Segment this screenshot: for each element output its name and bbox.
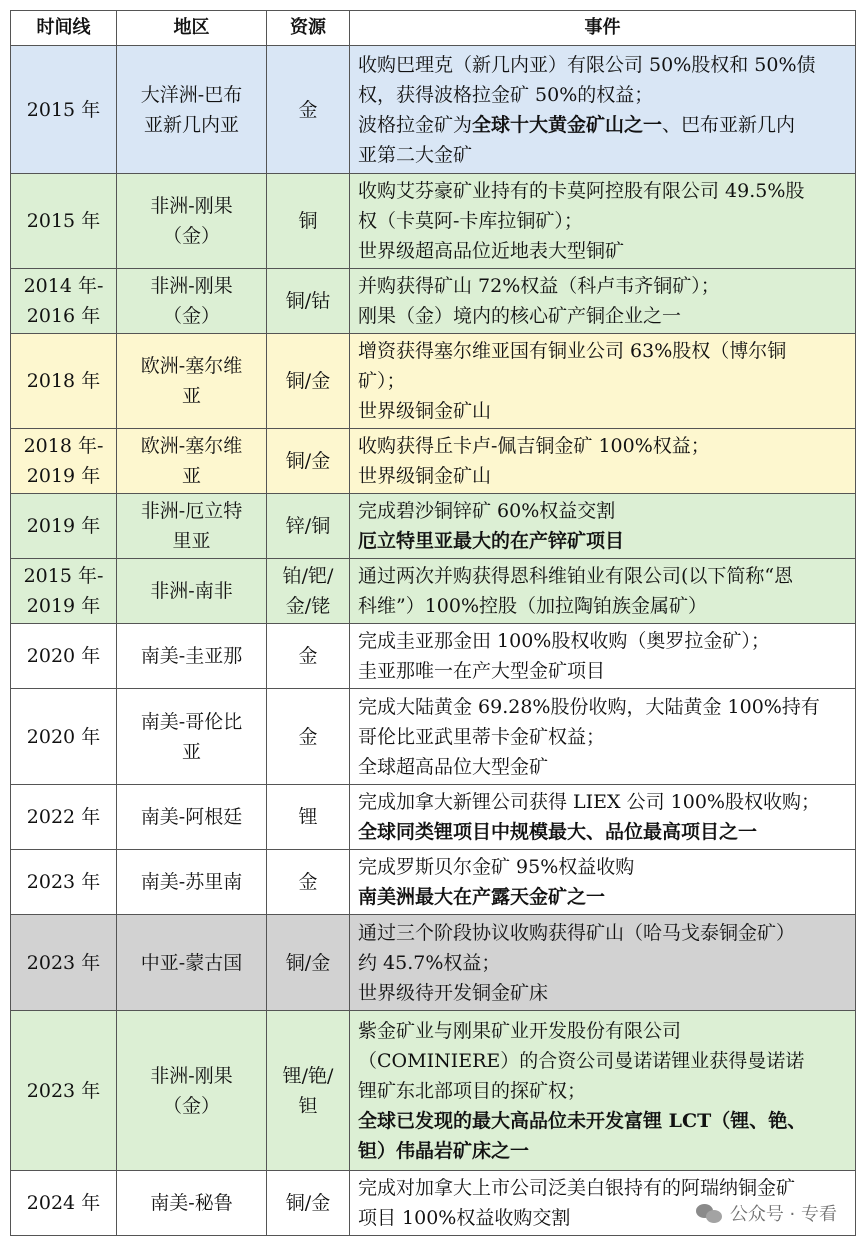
cell-resource-line: 锂/铯/ (282, 1064, 334, 1087)
cell-time (11, 174, 117, 269)
event-text: 全球超高品位大型金矿 (358, 755, 549, 778)
event-text: 世界级超高品位近地表大型铜矿 (358, 240, 625, 262)
event-line (358, 50, 847, 80)
cell-resource (267, 559, 350, 624)
cell-event (350, 269, 856, 334)
cell-event (350, 46, 856, 174)
cell-resource-line: 铜/钴 (285, 290, 331, 312)
event-highlight: 厄立特里亚最大的在产锌矿项目 (358, 530, 625, 552)
event-line (358, 336, 847, 366)
event-text: 亚第二大金矿 (358, 143, 473, 166)
event-text: 完成圭亚那金田 100%股权收购（奥罗拉金矿）； (358, 630, 770, 652)
cell-time (11, 1171, 117, 1236)
cell-region (117, 429, 267, 494)
cell-event (350, 785, 856, 850)
cell-region (117, 559, 267, 624)
cell-resource (267, 785, 350, 850)
table-row (11, 785, 856, 850)
cell-resource (267, 46, 350, 174)
cell-region-line: 亚新几内亚 (143, 113, 239, 136)
cell-resource (267, 624, 350, 689)
watermark (696, 1200, 837, 1226)
cell-time-line: 2018 年- (23, 435, 104, 457)
table-row (11, 46, 856, 174)
cell-time (11, 269, 117, 334)
cell-region-line: 大洋洲-巴布 (140, 83, 243, 106)
event-line (358, 236, 847, 266)
cell-region (117, 494, 267, 559)
event-line (358, 206, 847, 236)
cell-resource (267, 174, 350, 269)
cell-resource (267, 429, 350, 494)
event-text: 完成对加拿大上市公司泛美白银持有的阿瑞纳铜金矿 (358, 1177, 796, 1199)
event-highlight: 全球十大黄金矿山之一 (472, 113, 663, 136)
cell-region (117, 624, 267, 689)
cell-time (11, 429, 117, 494)
event-text: 增资获得塞尔维亚国有铜业公司 63%股权（博尔铜 (358, 340, 787, 362)
cell-region-line: 欧洲-塞尔维 (140, 435, 243, 457)
cell-time-line: 2022 年 (26, 806, 101, 828)
event-text: 约 45.7%权益； (358, 951, 501, 974)
cell-resource-line: 金 (298, 98, 318, 121)
table-row (11, 269, 856, 334)
cell-event (350, 559, 856, 624)
table-row (11, 624, 856, 689)
cell-resource-line: 铜/金 (285, 1192, 331, 1214)
cell-resource (267, 1171, 350, 1236)
cell-resource-line: 金 (298, 871, 318, 893)
cell-resource-line: 铜 (298, 210, 318, 232)
cell-region (117, 785, 267, 850)
event-text: 收购艾芬豪矿业持有的卡莫阿控股有限公司 49.5%股 (358, 180, 805, 202)
header-resource: 资源 (267, 11, 350, 46)
event-line (358, 366, 847, 396)
event-text: 收购获得丘卡卢-佩吉铜金矿 100%权益； (358, 435, 710, 457)
event-text: 世界级铜金矿山 (358, 400, 492, 422)
cell-event (350, 689, 856, 785)
cell-region (117, 1011, 267, 1171)
event-text: 通过两次并购获得恩科维铂业有限公司(以下简称“恩 (358, 565, 794, 587)
cell-event (350, 494, 856, 559)
event-text: 项目 100%权益收购交割 (358, 1207, 571, 1229)
cell-time-line: 2019 年 (26, 515, 101, 537)
cell-time (11, 915, 117, 1011)
cell-region (117, 334, 267, 429)
event-line (358, 591, 847, 621)
cell-time-line: 2024 年 (26, 1192, 101, 1214)
event-line (358, 692, 847, 722)
table-row (11, 1011, 856, 1171)
event-text: 科维”）100%控股（加拉陶铂族金属矿） (358, 595, 708, 617)
cell-resource (267, 269, 350, 334)
cell-event (350, 174, 856, 269)
cell-region-line: （金） (162, 225, 220, 247)
event-line (358, 496, 847, 526)
table-row (11, 174, 856, 269)
cell-region-line: 非洲-刚果 (150, 1064, 233, 1087)
event-line (358, 1136, 847, 1166)
wechat-icon (696, 1202, 724, 1224)
cell-time (11, 785, 117, 850)
cell-region-line: 亚 (181, 385, 201, 407)
event-highlight: 钽）伟晶岩矿床之一 (358, 1139, 530, 1162)
event-text: 通过三个阶段协议收购获得矿山（哈马戈泰铜金矿） (358, 921, 796, 944)
event-text: 圭亚那唯一在产大型金矿项目 (358, 660, 606, 682)
watermark-text: 公众号 · 专看 (729, 1204, 837, 1225)
cell-region (117, 689, 267, 785)
cell-resource (267, 334, 350, 429)
event-line (358, 110, 847, 140)
cell-time-line: 2014 年- (23, 275, 104, 297)
cell-resource-line: 锂 (298, 806, 318, 828)
cell-resource (267, 1011, 350, 1171)
cell-time (11, 494, 117, 559)
cell-region-line: （金） (162, 1094, 220, 1117)
cell-time-line: 2015 年 (26, 98, 101, 121)
event-line (358, 626, 847, 656)
event-line (358, 1076, 847, 1106)
cell-resource-line: 金/铑 (285, 595, 331, 617)
event-text: 刚果（金）境内的核心矿产铜企业之一 (358, 305, 682, 327)
cell-time-line: 2023 年 (26, 871, 101, 893)
acquisition-table (10, 10, 856, 1236)
cell-time (11, 624, 117, 689)
event-text: 、巴布亚新几内 (662, 113, 796, 136)
cell-region (117, 1171, 267, 1236)
table-row (11, 915, 856, 1011)
cell-event (350, 429, 856, 494)
event-line (358, 752, 847, 782)
event-text: 收购巴理克（新几内亚）有限公司 50%股权和 50%债 (358, 53, 816, 76)
table-body (11, 46, 856, 1236)
cell-event (350, 624, 856, 689)
event-text: 波格拉金矿为 (358, 113, 473, 136)
cell-region-line: 非洲-厄立特 (140, 500, 243, 522)
cell-time (11, 334, 117, 429)
event-line (358, 882, 847, 912)
event-line (358, 176, 847, 206)
cell-region-line: 中亚-蒙古国 (140, 951, 243, 974)
event-line (358, 1046, 847, 1076)
table-row (11, 429, 856, 494)
event-line (358, 461, 847, 491)
cell-time-line: 2018 年 (26, 370, 101, 392)
event-line (358, 140, 847, 170)
cell-region-line: 非洲-刚果 (150, 195, 233, 217)
event-text: 完成罗斯贝尔金矿 95%权益收购 (358, 856, 635, 878)
event-line (358, 431, 847, 461)
event-text: 世界级待开发铜金矿床 (358, 981, 549, 1004)
event-line (358, 1016, 847, 1046)
cell-time (11, 559, 117, 624)
event-highlight: 全球已发现的最大高品位未开发富锂 LCT（锂、铯、 (358, 1109, 807, 1132)
event-line (358, 787, 847, 817)
event-text: 完成碧沙铜锌矿 60%权益交割 (358, 500, 616, 522)
cell-event (350, 850, 856, 915)
cell-resource (267, 850, 350, 915)
cell-resource-line: 铂/钯/ (282, 565, 334, 587)
event-line (358, 978, 847, 1008)
cell-region-line: 欧洲-塞尔维 (140, 355, 243, 377)
table-row (11, 494, 856, 559)
cell-resource-line: 钽 (298, 1094, 318, 1117)
event-text: 世界级铜金矿山 (358, 465, 492, 487)
cell-region-line: 南美-阿根廷 (140, 806, 243, 828)
cell-time (11, 689, 117, 785)
cell-time-line: 2020 年 (26, 725, 101, 748)
event-line (358, 722, 847, 752)
event-line (358, 271, 847, 301)
cell-time-line: 2020 年 (26, 645, 101, 667)
cell-time (11, 1011, 117, 1171)
cell-region-line: 非洲-南非 (150, 580, 233, 602)
cell-region-line: 亚 (181, 465, 201, 487)
header-row (11, 11, 856, 46)
cell-region (117, 174, 267, 269)
cell-time-line: 2023 年 (26, 951, 101, 974)
cell-region (117, 46, 267, 174)
cell-time-line: 2015 年 (26, 210, 101, 232)
cell-resource-line: 铜/金 (285, 370, 331, 392)
cell-resource-line: 金 (298, 725, 318, 748)
table-row (11, 850, 856, 915)
event-line (358, 948, 847, 978)
header-time: 时间线 (11, 11, 117, 46)
cell-resource-line: 金 (298, 645, 318, 667)
cell-time-line: 2015 年- (23, 565, 104, 587)
event-line (358, 526, 847, 556)
event-line (358, 817, 847, 847)
cell-time-line: 2019 年 (26, 595, 101, 617)
event-text: （COMINIERE）的合资公司曼诺诺锂业获得曼诺诺 (358, 1049, 805, 1072)
event-line (358, 918, 847, 948)
cell-resource (267, 689, 350, 785)
event-line (358, 656, 847, 686)
cell-region-line: 南美-圭亚那 (140, 645, 243, 667)
event-highlight: 全球同类锂项目中规模最大、品位最高项目之一 (358, 821, 758, 843)
cell-event (350, 915, 856, 1011)
header-event: 事件 (350, 11, 856, 46)
cell-time-line: 2023 年 (26, 1079, 101, 1102)
cell-event (350, 334, 856, 429)
event-text: 完成加拿大新锂公司获得 LIEX 公司 100%股权收购； (358, 791, 820, 813)
cell-region-line: 里亚 (172, 530, 211, 552)
event-text: 权，获得波格拉金矿 50%的权益； (358, 83, 654, 106)
cell-resource-line: 铜/金 (285, 450, 331, 472)
cell-time (11, 46, 117, 174)
event-line (358, 561, 847, 591)
cell-resource-line: 铜/金 (285, 951, 331, 974)
cell-region (117, 850, 267, 915)
cell-region-line: 亚 (181, 740, 201, 763)
event-text: 哥伦比亚武里蒂卡金矿权益； (358, 725, 606, 748)
cell-region (117, 915, 267, 1011)
event-line (358, 396, 847, 426)
table-row (11, 559, 856, 624)
cell-region-line: 南美-苏里南 (140, 871, 243, 893)
cell-time (11, 850, 117, 915)
cell-region-line: 南美-秘鲁 (150, 1192, 233, 1214)
cell-region-line: 非洲-刚果 (150, 275, 233, 297)
event-highlight: 南美洲最大在产露天金矿之一 (358, 886, 606, 908)
event-text: 紫金矿业与刚果矿业开发股份有限公司 (358, 1019, 682, 1042)
event-text: 完成大陆黄金 69.28%股份收购，大陆黄金 100%持有 (358, 695, 820, 718)
cell-time-line: 2019 年 (26, 465, 101, 487)
event-line (358, 1106, 847, 1136)
event-text: 并购获得矿山 72%权益（科卢韦齐铜矿）； (358, 275, 720, 297)
table-row (11, 689, 856, 785)
event-text: 矿）； (358, 370, 406, 392)
cell-region-line: 南美-哥伦比 (140, 710, 243, 733)
cell-time-line: 2016 年 (26, 305, 101, 327)
header-region: 地区 (117, 11, 267, 46)
cell-region-line: （金） (162, 305, 220, 327)
cell-resource (267, 915, 350, 1011)
cell-region (117, 269, 267, 334)
event-line (358, 1173, 847, 1203)
event-text: 锂矿东北部项目的探矿权； (358, 1079, 587, 1102)
event-line (358, 852, 847, 882)
event-line (358, 301, 847, 331)
event-text: 权（卡莫阿-卡库拉铜矿）； (358, 210, 583, 232)
cell-resource (267, 494, 350, 559)
event-line (358, 80, 847, 110)
cell-resource-line: 锌/铜 (285, 515, 331, 537)
cell-event (350, 1011, 856, 1171)
table-row (11, 334, 856, 429)
